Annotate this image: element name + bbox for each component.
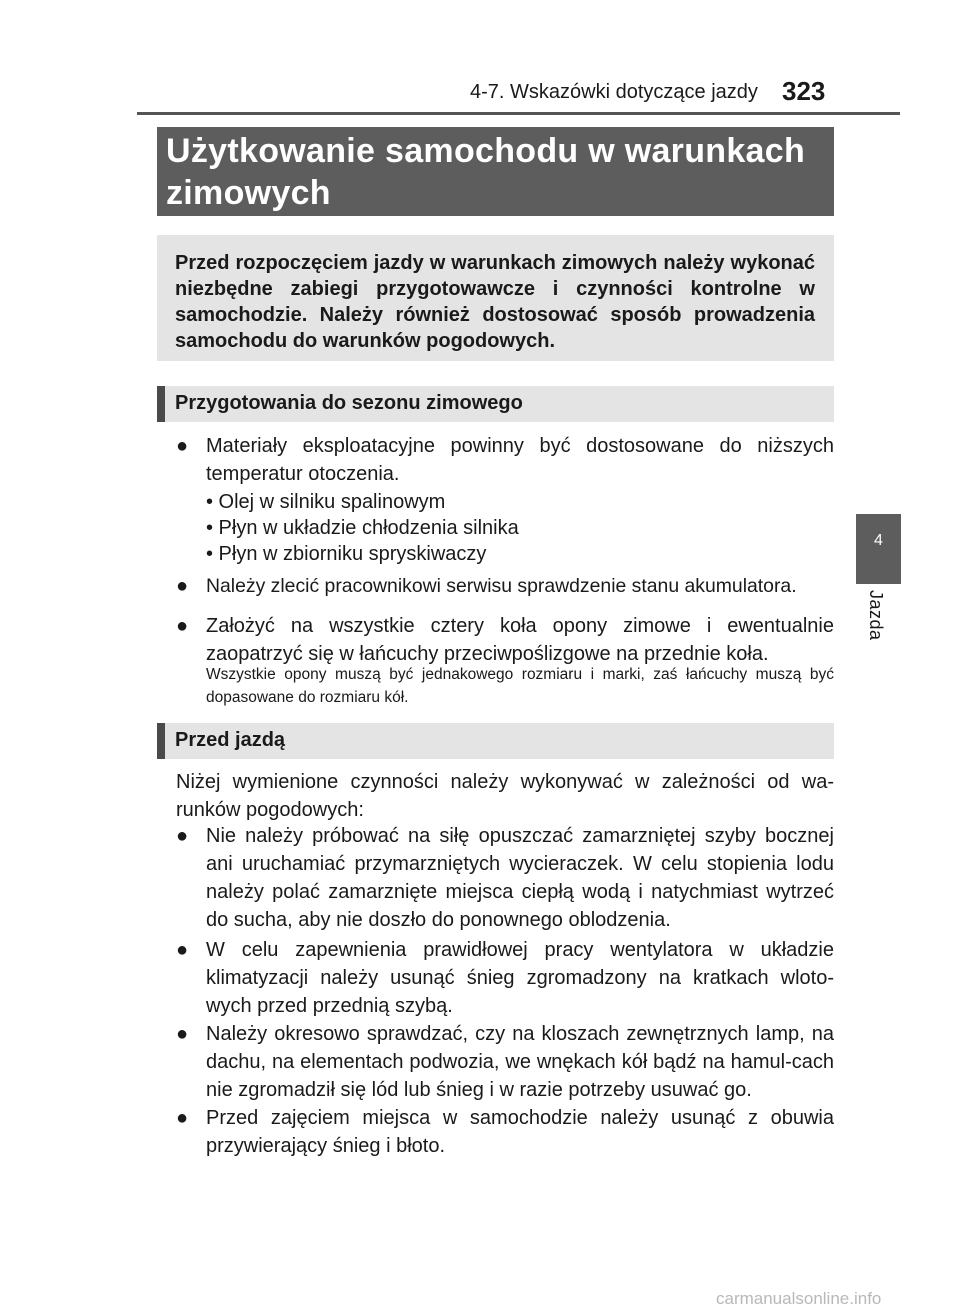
list-item-text: Należy zlecić pracownikowi serwisu sprawdzenie stanu akumulatora. bbox=[206, 575, 797, 597]
sub-list-item: • Płyn w zbiorniku spryskiwaczy bbox=[206, 543, 487, 565]
list-item bbox=[176, 936, 834, 1020]
heading-bar bbox=[157, 386, 165, 422]
page-title-box bbox=[157, 127, 834, 216]
bullet-icon: ● bbox=[176, 1107, 189, 1129]
page-header bbox=[0, 78, 960, 108]
header-rule bbox=[137, 112, 900, 115]
list-item bbox=[176, 822, 834, 934]
section-title: 4-7. Wskazówki dotyczące jazdy bbox=[470, 81, 758, 103]
note-text: Wszystkie opony muszą być jednakowego rozmiaru i marki, zaś łańcuchy muszą być dopasowane do rozmiaru kół. bbox=[206, 666, 834, 706]
watermark: carmanualsonline.info bbox=[716, 1289, 882, 1308]
heading-bar bbox=[157, 723, 165, 759]
chapter-tab bbox=[856, 514, 901, 584]
page-title: Użytkowanie samochodu w warunkach zimowych bbox=[166, 132, 806, 212]
list-item-text: Materiały eksploatacyjne powinny być dostosowane do niższych temperatur otoczenia. bbox=[206, 435, 834, 485]
list-item bbox=[176, 612, 834, 668]
intro-box bbox=[157, 235, 834, 361]
bullet-icon: ● bbox=[176, 939, 189, 961]
list-item-text: Przed zajęciem miejsca w samochodzie należy usunąć z obuwia przywierający śnieg i błoto. bbox=[206, 1107, 834, 1157]
section-intro: Niżej wymienione czynności należy wykonywać w zależności od wa-runków pogodowych: bbox=[176, 771, 834, 821]
bullet-icon: ● bbox=[176, 575, 189, 597]
list-item bbox=[176, 1020, 834, 1104]
list-item bbox=[176, 572, 834, 600]
sub-list bbox=[206, 489, 826, 567]
section-heading-before-driving bbox=[157, 723, 834, 759]
bullet-icon: ● bbox=[176, 825, 189, 847]
list-item-text: Należy okresowo sprawdzać, czy na kloszach zewnętrznych lamp, na dachu, na elementach podwozia, we wnękach kół bądź na hamul-cach nie zgromadził się lód lub śnieg i w razie potrzeby usuwać go. bbox=[206, 1023, 834, 1101]
chapter-number: 4 bbox=[874, 532, 883, 549]
list-item bbox=[176, 1104, 834, 1160]
bullet-icon: ● bbox=[176, 615, 189, 637]
bullet-icon: ● bbox=[176, 1023, 189, 1045]
section-heading-winter-prep bbox=[157, 386, 834, 422]
intro-text: Przed rozpoczęciem jazdy w warunkach zimowych należy wykonać niezbędne zabiegi przygotowawcze i czynności kontrolne w samochodzie. Należy również dostosować sposób prowadzenia samochodu do warunków pogodowych. bbox=[175, 252, 815, 352]
bullet-icon: ● bbox=[176, 435, 189, 457]
list-item-text: Nie należy próbować na siłę opuszczać zamarzniętej szyby bocznej ani uruchamiać przymarzniętych wycieraczek. W celu stopienia lodu należy polać zamarznięte miejsca ciepłą wodą i natychmiast wytrzeć do sucha, aby nie doszło do ponownego oblodzenia. bbox=[206, 825, 834, 931]
list-item-text: Założyć na wszystkie cztery koła opony zimowe i ewentualnie zaopatrzyć się w łańcuchy przeciwpoślizgowe na przednie koła. bbox=[206, 615, 834, 665]
section-heading-text: Przed jazdą bbox=[175, 729, 286, 751]
section-heading-text: Przygotowania do sezonu zimowego bbox=[175, 392, 523, 414]
list-item-text: W celu zapewnienia prawidłowej pracy wentylatora w układzie klimatyzacji należy usunąć śnieg zgromadzony na kratkach wloto-wych przed przednią szybą. bbox=[206, 939, 834, 1017]
page-number: 323 bbox=[782, 76, 826, 106]
sub-list-item: • Olej w silniku spalinowym bbox=[206, 491, 446, 513]
sub-list-item: • Płyn w układzie chłodzenia silnika bbox=[206, 517, 519, 539]
chapter-label: Jazda bbox=[866, 590, 886, 641]
list-item bbox=[176, 432, 834, 488]
